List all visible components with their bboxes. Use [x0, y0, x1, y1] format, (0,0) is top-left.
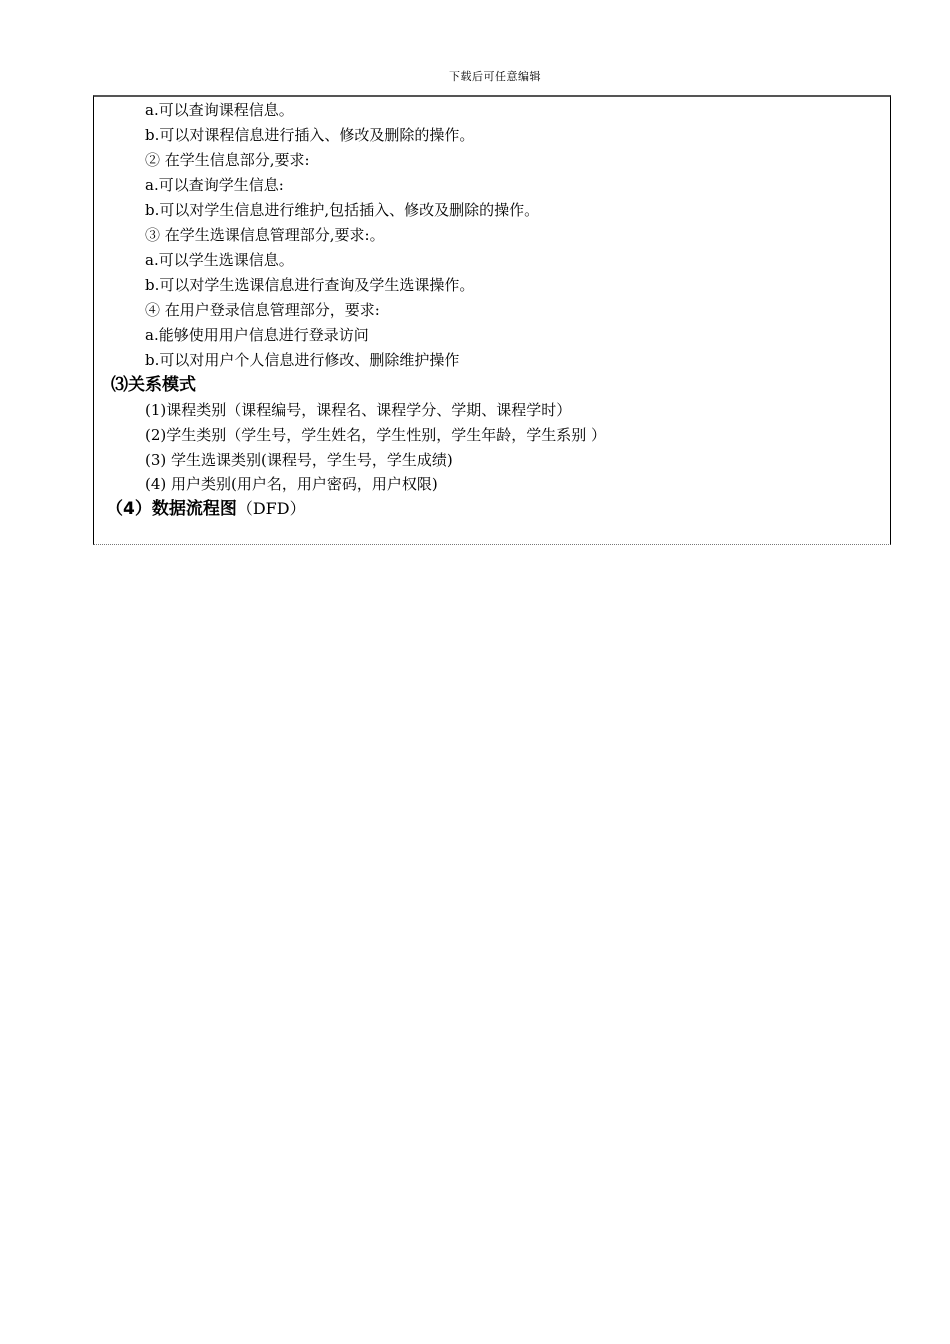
relation-schema-item: (1)课程类别（课程编号，课程名、课程学分、学期、课程学时） [145, 401, 572, 419]
requirement-line: a.能够使用用户信息进行登录访问 [145, 326, 369, 344]
section-3-heading: ⑶关系模式 [111, 375, 196, 395]
requirement-line: b.可以对学生信息进行维护,包括插入、修改及删除的操作。 [145, 201, 540, 219]
relation-schema-item: (3) 学生选课类别(课程号，学生号，学生成绩) [145, 451, 453, 469]
requirement-line: ④ 在用户登录信息管理部分，要求: [145, 301, 380, 319]
requirement-line: a.可以学生选课信息。 [145, 251, 294, 269]
section-4-suffix: （DFD） [236, 499, 306, 518]
requirement-line: b.可以对课程信息进行插入、修改及删除的操作。 [145, 126, 475, 144]
requirement-line: b.可以对用户个人信息进行修改、删除维护操作 [145, 351, 460, 369]
requirement-line: ③ 在学生选课信息管理部分,要求:。 [145, 226, 385, 244]
relation-schema-item: (4) 用户类别(用户名，用户密码，用户权限) [145, 475, 438, 493]
section-4-title: （4）数据流程图 [106, 499, 237, 519]
requirement-line: ② 在学生信息部分,要求: [145, 151, 310, 169]
requirement-line: b.可以对学生选课信息进行查询及学生选课操作。 [145, 276, 475, 294]
requirement-line: a.可以查询课程信息。 [145, 101, 294, 119]
requirement-line: a.可以查询学生信息: [145, 176, 284, 194]
page-header: 下载后可任意编辑 [449, 70, 541, 83]
section-4-heading [106, 498, 306, 520]
relation-schema-item: (2)学生类别（学生号，学生姓名，学生性别，学生年龄，学生系别 ） [145, 426, 607, 444]
